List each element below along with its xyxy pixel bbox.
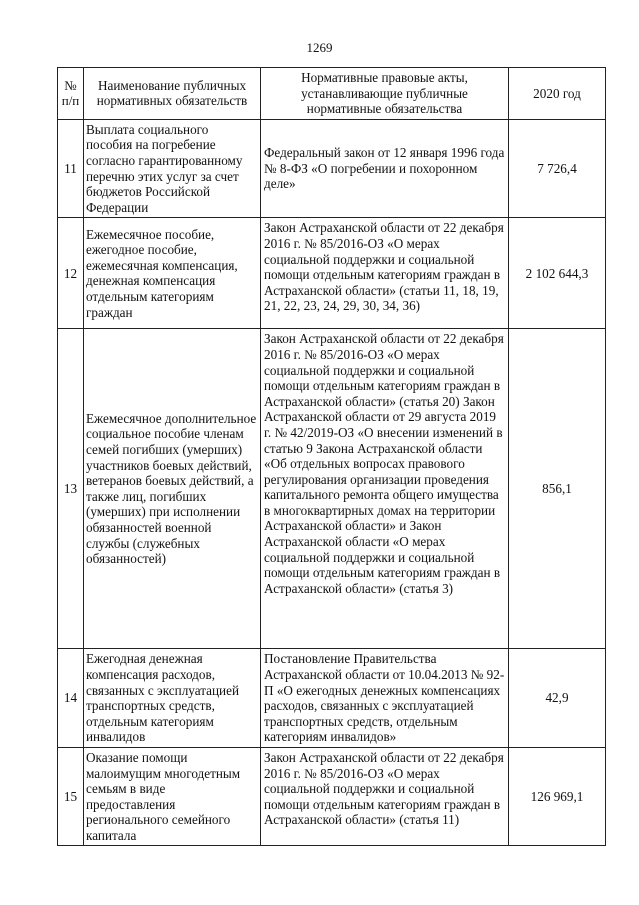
row-name: Выплата социального пособия на погребение согласно гарантированному перечню этих услуг за счет бюджетов Российской Федерации bbox=[84, 119, 261, 218]
row-acts: Закон Астраханской области от 22 декабря 2016 г. № 85/2016-ОЗ «О мерах социальной поддержки и социальной помощи отдельным категориям граждан в Астраханской области» (статьи 11, 18, 19, 21, 22, 23, 24, 29, 30, 34, 36) bbox=[261, 218, 509, 329]
page-number: 1269 bbox=[306, 40, 333, 55]
table-row bbox=[58, 119, 606, 218]
row-acts: Закон Астраханской области от 22 декабря 2016 г. № 85/2016-ОЗ «О мерах социальной поддержки и социальной помощи отдельным категориям граждан в Астраханской области» (статья 20) Закон Астраханской области от 29 августа 2019 г. № 42/2019-ОЗ «О внесении изменений в статью 9 Закона Астраханской области «Об отдельных вопросах правового регулирования организации проведения капитального ремонта общего имущества в многоквартирных домах на территории Астраханской области» и Закон Астраханской области «О мерах социальной поддержки и социальной помощи отдельным категориям граждан в Астраханской области» (статья 3) bbox=[261, 329, 509, 649]
row-num: 15 bbox=[58, 747, 84, 846]
header-acts: Нормативные правовые акты, устанавливающие публичные нормативные обязательства bbox=[261, 68, 509, 120]
row-num: 12 bbox=[58, 218, 84, 329]
row-amount: 856,1 bbox=[509, 329, 606, 649]
row-num: 11 bbox=[58, 119, 84, 218]
table-row bbox=[58, 747, 606, 846]
header-num: № п/п bbox=[58, 68, 84, 120]
row-name: Ежемесячное пособие, ежегодное пособие, ежемесячная компенсация, денежная компенсация отдельным категориям граждан bbox=[84, 218, 261, 329]
row-acts: Постановление Правительства Астраханской области от 10.04.2013 № 92-П «О ежегодных денежных компенсациях расходов, связанных с эксплуатацией транспортных средств, отдельным категориям инвалидов» bbox=[261, 649, 509, 748]
row-amount: 7 726,4 bbox=[509, 119, 606, 218]
row-name: Ежегодная денежная компенсация расходов, связанных с эксплуатацией транспортных средств, отдельным категориям инвалидов bbox=[84, 649, 261, 748]
table-row bbox=[58, 649, 606, 748]
table-header-row bbox=[58, 68, 606, 120]
row-num: 13 bbox=[58, 329, 84, 649]
table-row bbox=[58, 329, 606, 649]
row-amount: 42,9 bbox=[509, 649, 606, 748]
row-num: 14 bbox=[58, 649, 84, 748]
header-name: Наименование публичных нормативных обязательств bbox=[84, 68, 261, 120]
table-row bbox=[58, 218, 606, 329]
obligations-table bbox=[57, 67, 606, 846]
row-acts: Закон Астраханской области от 22 декабря 2016 г. № 85/2016-ОЗ «О мерах социальной поддержки и социальной помощи отдельным категориям граждан в Астраханской области» (статья 11) bbox=[261, 747, 509, 846]
row-acts: Федеральный закон от 12 января 1996 года № 8-ФЗ «О погребении и похоронном деле» bbox=[261, 119, 509, 218]
header-year: 2020 год bbox=[509, 68, 606, 120]
row-name: Оказание помощи малоимущим многодетным семьям в виде предоставления регионального семейного капитала bbox=[84, 747, 261, 846]
row-name: Ежемесячное дополнительное социальное пособие членам семей погибших (умерших) участников боевых действий, ветеранов боевых действий, а также лиц, погибших (умерших) при исполнении обязанностей военной службы (служебных обязанностей) bbox=[84, 329, 261, 649]
row-amount: 126 969,1 bbox=[509, 747, 606, 846]
row-amount: 2 102 644,3 bbox=[509, 218, 606, 329]
